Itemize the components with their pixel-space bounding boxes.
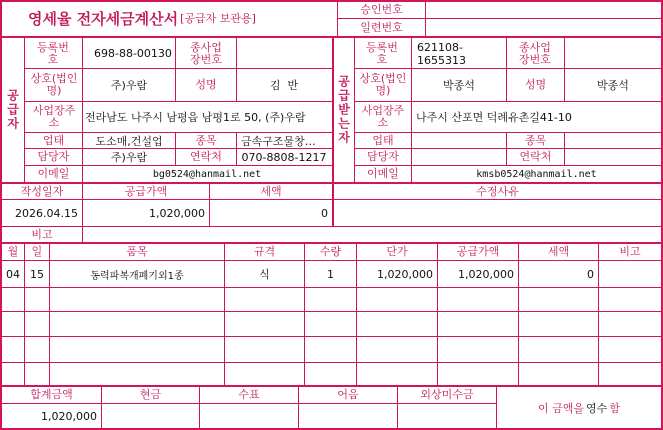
supplier-item-label: 종목 (195, 133, 217, 147)
supplier-addr-label: 사업장주소 (32, 104, 76, 129)
claim-statement (497, 387, 661, 428)
buyer-reg-value: 621108-1655313 (417, 40, 466, 67)
bill-label: 어음 (337, 388, 359, 401)
serial-label: 일련번호 (360, 20, 403, 34)
supply-label: 공급가액 (124, 184, 168, 198)
supply-value: 1,020,000 (149, 206, 205, 220)
col-qty-header: 수량 (319, 245, 342, 258)
buyer-item-label: 종목 (524, 133, 547, 147)
buyer-addr-value: 나주시 산포면 덕례유촌길41-10 (416, 111, 572, 124)
supplier-reg-label: 등록번호 (37, 40, 69, 66)
bill-value (299, 404, 397, 428)
row-name: 동력파복개폐기외1종 (90, 270, 184, 282)
supplier-item-value: 금속구조물창… (241, 134, 316, 148)
credit-label: 외상미수금 (420, 388, 474, 401)
reason-label: 수정사유 (476, 184, 519, 198)
claim-prefix: 이 금액을 (538, 401, 585, 415)
supplier-ceo-value: 김 반 (269, 79, 299, 92)
row-spec: 식 (259, 268, 270, 281)
buyer-phone-label: 연락처 (519, 150, 552, 163)
supplier-branch-value (237, 39, 331, 68)
col-month-header: 월 (7, 245, 19, 258)
buyer-email-label: 이메일 (367, 167, 399, 180)
buyer-manager-value (412, 149, 506, 165)
supplier-biz-value: 도소매,건설업 (95, 134, 163, 148)
row-month: 04 (6, 267, 20, 281)
approval-value (426, 2, 661, 18)
check-label: 수표 (238, 388, 260, 401)
buyer-biz-value (412, 133, 506, 148)
reason-value (334, 200, 661, 226)
col-tax-header: 세액 (547, 245, 570, 258)
total-label: 합계금액 (30, 388, 73, 401)
title-text: 영세율 전자세금계산서 (28, 9, 179, 28)
buyer-ceo-value: 박종석 (597, 79, 629, 92)
credit-value (398, 404, 496, 428)
supplier-name-value: 주)우람 (110, 79, 148, 92)
supplier-name-label: 상호(법인명) (30, 72, 78, 97)
row-note (599, 261, 661, 287)
claim-suffix: 함 (609, 401, 620, 415)
row-qty: 1 (327, 267, 334, 281)
supplier-ceo-label: 성명 (195, 78, 217, 91)
cash-label: 현금 (139, 388, 162, 401)
supplier-addr-value: 전라남도 나주시 남평읍 남평1로 50, (주)우람 (85, 110, 306, 124)
tax-value: 0 (321, 206, 328, 220)
row-supply: 1,020,000 (458, 267, 514, 281)
buyer-reg-label: 등록번호 (366, 40, 398, 66)
buyer-name-value: 박종석 (443, 79, 475, 92)
supplier-reg-value: 698-88-00130 (94, 47, 172, 60)
serial-value (426, 19, 661, 36)
row-tax: 0 (587, 267, 594, 281)
note-value (83, 227, 661, 242)
tax-label: 세액 (260, 184, 282, 198)
buyer-name-label: 상호(법인명) (359, 72, 407, 97)
col-note-header: 비고 (619, 245, 641, 258)
total-value: 1,020,000 (41, 409, 97, 423)
supplier-phone-label: 연락처 (190, 150, 222, 163)
supplier-branch-label: 종사업장번호 (190, 40, 222, 66)
col-supply-header: 공급가액 (456, 245, 500, 258)
row-day: 15 (30, 267, 44, 281)
cash-value (102, 404, 199, 428)
buyer-ceo-label: 성명 (524, 78, 547, 91)
page-title (28, 8, 256, 28)
supplier-biz-label: 업태 (42, 133, 65, 147)
buyer-email-value: kmsb0524@hanmail.net (476, 168, 597, 180)
supplier-email-value: bg0524@hanmail.net (152, 168, 262, 180)
supplier-manager-value: 주)우람 (110, 151, 148, 164)
title-subtitle: [공급자 보관용] (180, 12, 256, 25)
col-name-header: 품목 (126, 245, 148, 258)
col-spec-header: 규격 (253, 245, 276, 258)
buyer-side-label: 공급받는자 (336, 75, 351, 145)
note-label: 비고 (31, 227, 53, 241)
col-price-header: 단가 (386, 245, 408, 258)
buyer-addr-label: 사업장주소 (361, 104, 405, 129)
row-price: 1,020,000 (377, 267, 433, 281)
buyer-phone-value (565, 149, 661, 165)
check-value (200, 404, 298, 428)
col-day-header: 일 (31, 245, 43, 258)
supplier-manager-label: 담당자 (37, 150, 70, 163)
supplier-phone-value: 070-8808-1217 (241, 150, 327, 164)
buyer-branch-value (565, 39, 661, 68)
date-value: 2026.04.15 (15, 206, 78, 220)
supplier-side-label: 공급자 (5, 89, 20, 131)
date-label: 작성일자 (20, 184, 64, 198)
buyer-item-value (565, 133, 661, 148)
buyer-manager-label: 담당자 (367, 150, 399, 163)
claim-word: 영수 (586, 401, 608, 415)
approval-label: 승인번호 (360, 3, 403, 16)
supplier-email-label: 이메일 (37, 167, 70, 180)
buyer-branch-label: 종사업장번호 (519, 40, 551, 66)
buyer-biz-label: 업태 (372, 133, 394, 147)
